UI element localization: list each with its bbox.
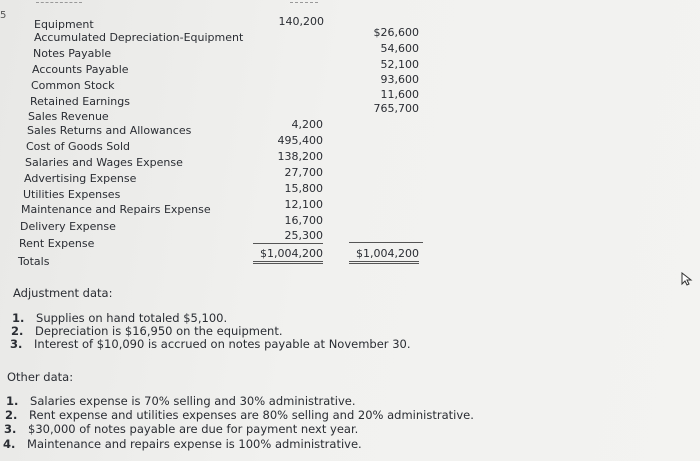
list-item (5, 408, 474, 422)
item-number: 2. (5, 408, 18, 422)
credit-amount: 93,600 (380, 73, 419, 86)
item-text: Depreciation is $16,950 on the equipment. (35, 324, 283, 338)
item-number: 3. (10, 337, 23, 351)
debit-amount: 27,700 (284, 166, 323, 179)
page-edge-mark: 5 (0, 10, 7, 21)
list-item (12, 311, 227, 325)
total-debit: $1,004,200 (253, 247, 323, 264)
account-name: Retained Earnings (30, 95, 130, 108)
list-item (11, 324, 283, 338)
list-item (10, 337, 410, 351)
list-item (4, 422, 358, 436)
account-name: Utilities Expenses (23, 188, 121, 201)
item-number: 3. (4, 422, 17, 436)
adjustment-heading: Adjustment data: (13, 286, 113, 300)
debit-amount: 140,200 (278, 15, 324, 28)
item-text: Rent expense and utilities expenses are 80% selling and 20% administrative. (29, 408, 474, 422)
item-number: 2. (11, 324, 24, 338)
totals-label: Totals (18, 255, 50, 268)
item-number: 4. (3, 437, 16, 451)
account-name: Salaries and Wages Expense (25, 156, 183, 169)
credit-amount: 54,600 (380, 42, 419, 55)
debit-amount: 138,200 (277, 150, 323, 163)
credit-amount: 11,600 (380, 88, 419, 101)
item-number: 1. (12, 311, 25, 325)
debit-amount: 16,700 (284, 214, 323, 227)
account-name: Cost of Goods Sold (26, 140, 130, 153)
credit-amount: $26,600 (373, 26, 419, 39)
debit-amount: 12,100 (284, 198, 323, 211)
account-name: Accumulated Depreciation-Equipment (34, 31, 244, 44)
debit-amount: 495,400 (277, 134, 323, 147)
account-name: Sales Revenue (28, 110, 109, 123)
account-name: Sales Returns and Allowances (27, 124, 192, 137)
list-item (3, 437, 362, 451)
debit-amount: 4,200 (291, 118, 323, 131)
total-credit: $1,004,200 (349, 247, 419, 264)
list-item (6, 394, 356, 408)
credit-amount: 765,700 (373, 102, 419, 115)
cropped-line-mark (36, 2, 82, 3)
account-name: Delivery Expense (20, 220, 116, 233)
cropped-line-mark (290, 2, 318, 3)
other-heading: Other data: (7, 370, 74, 384)
item-text: Salaries expense is 70% selling and 30% administrative. (30, 394, 356, 408)
item-text: Interest of $10,090 is accrued on notes payable at November 30. (34, 337, 411, 351)
mouse-cursor-icon (680, 272, 694, 286)
account-name: Notes Payable (33, 47, 112, 60)
debit-amount: 15,800 (284, 182, 323, 195)
item-number: 1. (6, 394, 19, 408)
account-name: Rent Expense (19, 237, 95, 250)
item-text: Supplies on hand totaled $5,100. (36, 311, 228, 325)
credit-amount: 52,100 (380, 58, 419, 71)
account-name: Equipment (34, 18, 94, 31)
account-name: Accounts Payable (32, 63, 129, 76)
account-name: Maintenance and Repairs Expense (21, 203, 211, 216)
item-text: $30,000 of notes payable are due for payment next year. (28, 422, 359, 436)
credit-rule (349, 242, 423, 243)
account-name: Advertising Expense (24, 172, 137, 185)
account-name: Common Stock (31, 79, 115, 92)
item-text: Maintenance and repairs expense is 100% administrative. (27, 437, 362, 451)
debit-amount: 25,300 (253, 229, 323, 244)
